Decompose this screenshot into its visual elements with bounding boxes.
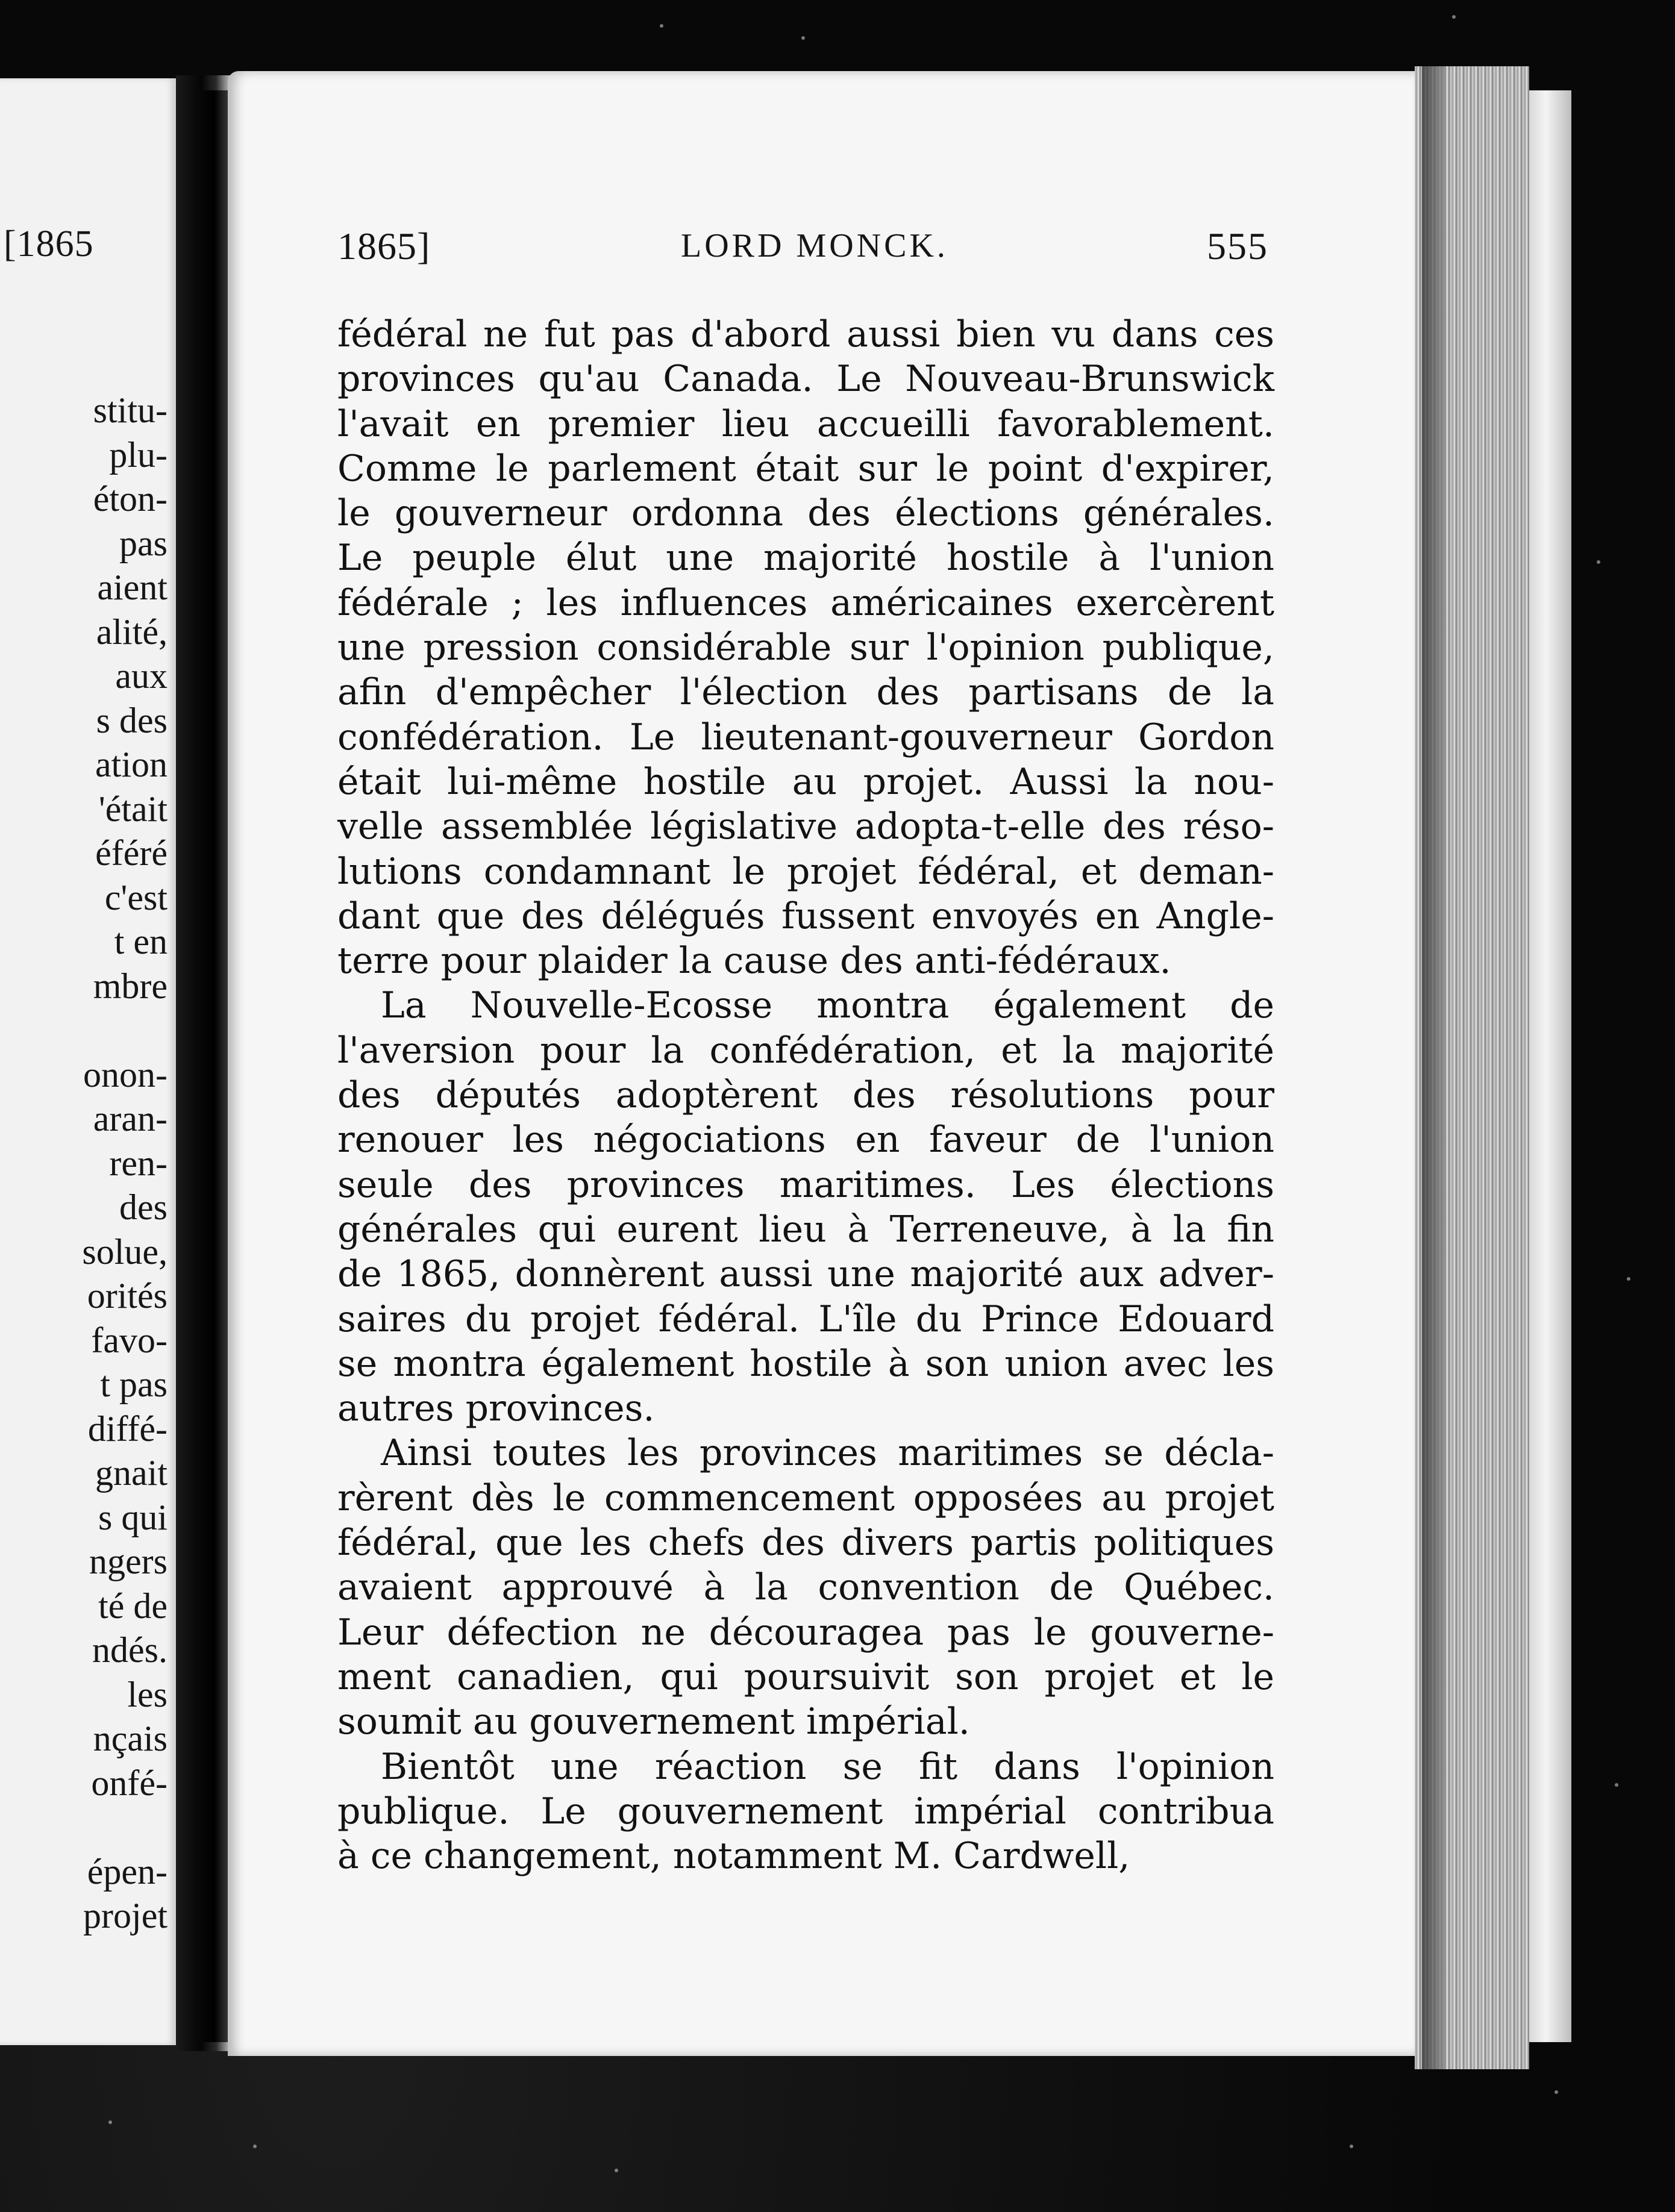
text-line: La Nouvelle-Ecosse montra également de	[381, 984, 1274, 1027]
text-line: fédéral, que les chefs des divers partis politiques	[337, 1522, 1274, 1564]
text-line: l'aversion pour la confédération, et la majorité	[337, 1029, 1274, 1072]
text-line: une pression considérable sur l'opinion publique,	[337, 626, 1274, 669]
dust-speck	[1615, 1783, 1618, 1787]
book-cover-edge	[1529, 90, 1571, 2042]
previous-page-line	[82, 1805, 168, 1850]
previous-page-line: ation	[95, 745, 168, 784]
previous-page-line: favo-	[91, 1320, 168, 1360]
text-line: dant que des délégués fussent envoyés en Angle-	[337, 895, 1274, 937]
previous-page-line: diffé-	[87, 1408, 168, 1449]
text-line: fédéral ne fut pas d'abord aussi bien vu dans ces	[337, 313, 1274, 355]
running-head-year: 1865]	[337, 225, 431, 267]
paragraph	[337, 1431, 1274, 1744]
previous-page-line	[82, 1008, 168, 1053]
text-line: provinces qu'au Canada. Le Nouveau-Brunswick	[337, 358, 1274, 401]
text-line: ment canadien, qui poursuivit son projet et le	[337, 1655, 1274, 1698]
text-line: Leur défection ne découragea pas le gouverne-	[337, 1611, 1274, 1654]
previous-page-line: t en	[114, 922, 168, 961]
text-line: saires du projet fédéral. L'île du Prince Edouard	[337, 1298, 1274, 1340]
text-line: était lui-même hostile au projet. Aussi la nou-	[337, 760, 1274, 803]
text-line: des députés adoptèrent des résolutions pour	[337, 1074, 1274, 1117]
text-line: terre pour plaider la cause des anti-fédéraux.	[337, 940, 1171, 983]
text-line: avaient approuvé à la convention de Québec.	[337, 1566, 1274, 1609]
previous-page-line: onfé-	[91, 1763, 168, 1803]
text-line: à ce changement, notamment M. Cardwell,	[337, 1835, 1130, 1878]
running-head	[337, 224, 1271, 272]
previous-page-line: ren-	[109, 1143, 168, 1183]
dust-speck	[1627, 1277, 1630, 1281]
running-head-title: LORD MONCK.	[681, 227, 948, 264]
text-line: générales qui eurent lieu à Terreneuve, à la fin	[337, 1208, 1274, 1251]
previous-page-text	[82, 389, 168, 1939]
previous-page-line: 'était	[98, 789, 168, 829]
page-number: 555	[1207, 225, 1268, 267]
previous-page-line: plu-	[109, 434, 168, 475]
text-line: Le peuple élut une majorité hostile à l'union	[337, 537, 1274, 580]
previous-page-line: pas	[119, 523, 168, 563]
dust-speck	[108, 2120, 112, 2124]
text-line: se montra également hostile à son union avec les	[337, 1342, 1274, 1385]
previous-page-line: gnait	[95, 1453, 168, 1493]
dust-speck	[1350, 2145, 1353, 2148]
previous-page-line: nçais	[93, 1719, 168, 1758]
text-line: seule des provinces maritimes. Les élections	[337, 1163, 1274, 1206]
previous-page-line: stitu-	[93, 390, 168, 430]
dust-speck	[1554, 2090, 1558, 2094]
dust-speck	[1452, 15, 1456, 19]
previous-page-line: projet	[83, 1896, 168, 1936]
paragraph	[337, 312, 1274, 983]
text-line: afin d'empêcher l'élection des partisans de la	[337, 671, 1274, 714]
previous-page-line: t pas	[100, 1364, 168, 1404]
text-line: le gouverneur ordonna des élections générales.	[337, 492, 1274, 535]
text-line: publique. Le gouvernement impérial contribua	[337, 1790, 1274, 1832]
binding-shadow	[193, 90, 229, 2042]
paragraph	[337, 1745, 1274, 1879]
previous-page-line: des	[119, 1187, 168, 1227]
previous-page-header: [1865	[4, 223, 94, 264]
text-line: renouer les négociations en faveur de l'union	[337, 1119, 1274, 1161]
dust-speck	[253, 2145, 257, 2148]
page-body-text	[337, 312, 1274, 1878]
previous-page-line: les	[127, 1674, 168, 1714]
previous-page-line: mbre	[93, 966, 168, 1006]
text-line: autres provinces.	[337, 1387, 655, 1430]
text-line: soumit au gouvernement impérial.	[337, 1701, 970, 1743]
text-line: rèrent dès le commencement opposées au projet	[337, 1476, 1274, 1519]
paragraph	[337, 983, 1274, 1431]
previous-page-line: s des	[96, 700, 168, 740]
dust-speck	[660, 24, 663, 28]
text-line: Ainsi toutes les provinces maritimes se décla-	[381, 1432, 1274, 1475]
text-line: fédérale ; les influences américaines exercèrent	[337, 581, 1274, 624]
text-line: lutions condamnant le projet fédéral, et deman-	[337, 850, 1274, 893]
text-line: de 1865, donnèrent aussi une majorité aux adver-	[337, 1253, 1274, 1296]
previous-page-line: éton-	[93, 479, 168, 519]
previous-page	[0, 78, 176, 2045]
previous-page-line: ndés.	[92, 1630, 168, 1670]
previous-page-line: c'est	[104, 877, 168, 917]
previous-page-line: éféré	[95, 833, 168, 873]
previous-page-line: aran-	[93, 1099, 168, 1139]
previous-page-line: solue,	[82, 1231, 168, 1272]
previous-page-line: té de	[98, 1586, 168, 1626]
previous-page-line: onon-	[83, 1054, 168, 1095]
text-line: Bientôt une réaction se fit dans l'opinion	[381, 1745, 1274, 1788]
previous-page-line: épen-	[87, 1851, 168, 1892]
dust-speck	[801, 36, 805, 40]
previous-page-line: s qui	[98, 1497, 168, 1537]
previous-page-line: aux	[115, 656, 168, 696]
previous-page-line: ngers	[89, 1542, 168, 1581]
text-line: confédération. Le lieutenant-gouverneur Gordon	[337, 716, 1274, 758]
text-line: l'avait en premier lieu accueilli favorablement.	[337, 402, 1274, 445]
dust-speck	[1597, 560, 1600, 564]
previous-page-line: aient	[97, 567, 168, 607]
previous-page-line: alité,	[96, 611, 168, 652]
text-line: velle assemblée législative adopta-t-elle des réso-	[337, 805, 1274, 848]
page-fore-edge-shadow	[1422, 66, 1446, 2069]
text-line: Comme le parlement était sur le point d'expirer,	[337, 447, 1274, 490]
previous-page-line: orités	[87, 1276, 168, 1316]
dust-speck	[615, 2169, 618, 2172]
